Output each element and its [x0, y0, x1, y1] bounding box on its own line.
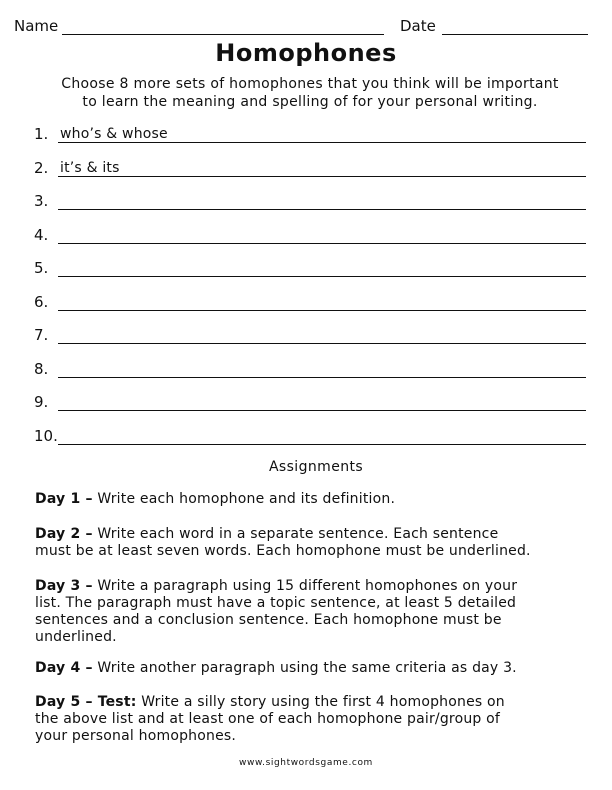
date-field[interactable]	[442, 34, 588, 35]
list-item	[34, 191, 586, 211]
day-text: the above list and at least one of each homophone pair/group of	[35, 711, 501, 727]
day-text: Write each word in a separate sentence. Each sentence	[97, 526, 499, 542]
item-number: 7.	[34, 326, 49, 344]
assignment-day-2	[35, 526, 595, 560]
page-title: Homophones	[215, 39, 397, 67]
assignment-day-5	[35, 694, 595, 745]
day-label: Day 1 –	[35, 491, 93, 507]
date-label: Date	[400, 17, 436, 35]
item-number: 8.	[34, 360, 49, 378]
answer-line[interactable]	[58, 209, 586, 210]
list-item	[34, 292, 586, 312]
answer-line[interactable]	[58, 444, 586, 445]
day-text: your personal homophones.	[35, 728, 237, 744]
item-number: 5.	[34, 259, 49, 277]
answer-text: who’s & whose	[60, 126, 168, 142]
day-text: Write a silly story using the first 4 homophones on	[141, 694, 505, 710]
assignment-day-4	[35, 660, 595, 677]
list-item	[34, 325, 586, 345]
item-number: 1.	[34, 125, 49, 143]
item-number: 10.	[34, 427, 58, 445]
item-number: 4.	[34, 226, 49, 244]
item-number: 9.	[34, 393, 49, 411]
assignment-day-3	[35, 578, 595, 646]
day-text: Write another paragraph using the same criteria as day 3.	[97, 660, 517, 676]
answer-line[interactable]	[58, 343, 586, 344]
list-item	[34, 426, 586, 446]
day-text: Write each homophone and its definition.	[97, 491, 396, 507]
answer-text: it’s & its	[60, 160, 120, 176]
day-text: sentences and a conclusion sentence. Each homophone must be	[35, 612, 502, 628]
name-field[interactable]	[62, 34, 384, 35]
item-number: 3.	[34, 192, 49, 210]
item-number: 6.	[34, 293, 49, 311]
day-text: list. The paragraph must have a topic sentence, at least 5 detailed	[35, 595, 517, 611]
answer-line[interactable]	[58, 176, 586, 177]
footer-url: www.sightwordsgame.com	[239, 758, 373, 768]
answer-line[interactable]	[58, 377, 586, 378]
list-item	[34, 258, 586, 278]
list-item	[34, 392, 586, 412]
list-item	[34, 225, 586, 245]
list-item	[34, 359, 586, 379]
day-text: underlined.	[35, 629, 117, 645]
day-label: Day 3 –	[35, 578, 93, 594]
item-number: 2.	[34, 159, 49, 177]
answer-line[interactable]	[58, 276, 586, 277]
day-label: Day 2 –	[35, 526, 93, 542]
answer-line[interactable]	[58, 243, 586, 244]
day-text: must be at least seven words. Each homophone must be underlined.	[35, 543, 531, 559]
instructions-line: to learn the meaning and spelling of for your personal writing.	[82, 94, 538, 110]
instructions	[30, 75, 590, 111]
name-label: Name	[14, 17, 59, 35]
day-label: Day 4 –	[35, 660, 93, 676]
answer-line[interactable]	[58, 410, 586, 411]
list-item	[34, 158, 586, 178]
assignment-day-1	[35, 491, 595, 508]
instructions-line: Choose 8 more sets of homophones that you think will be important	[61, 76, 559, 92]
day-text: Write a paragraph using 15 different homophones on your	[97, 578, 518, 594]
assignments-heading: Assignments	[268, 459, 364, 475]
day-label: Day 5 – Test:	[35, 694, 137, 710]
header	[14, 16, 588, 36]
answer-line[interactable]	[58, 310, 586, 311]
list-item	[34, 124, 586, 144]
